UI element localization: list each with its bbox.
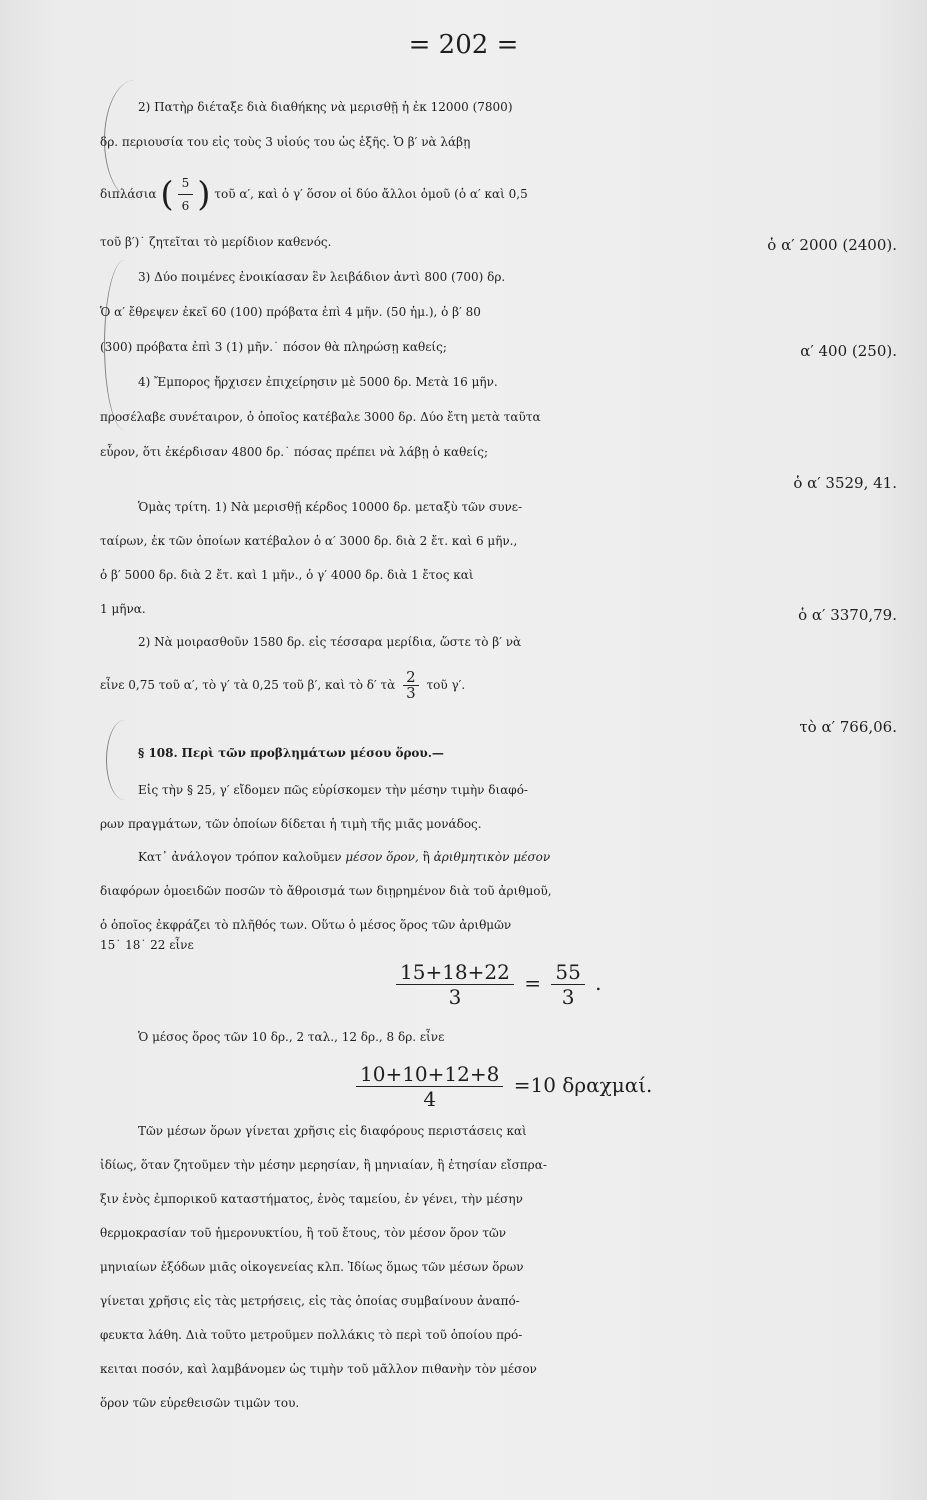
text-line: Ὁ μέσος ὅρος τῶν 10 δρ., 2 ταλ., 12 δρ., 8 δρ. εἶνε: [138, 1030, 445, 1044]
answer: τὸ α′ 766,06.: [799, 718, 897, 736]
fraction: $\frac{5}{6}$: [178, 172, 194, 217]
page-number: = 202 =: [408, 30, 519, 60]
fraction: $\frac{2}{3}$: [403, 670, 419, 701]
text-line: εὗρον, ὅτι ἐκέρδισαν 4800 δρ.˙ πόσας πρέπει νὰ λάβῃ ὁ καθείς;: [100, 445, 489, 459]
text-line: Τῶν μέσων ὅρων γίνεται χρῆσις εἰς διαφόρους περιστάσεις καὶ: [138, 1124, 527, 1138]
text-line: ὁ β′ 5000 δρ. διὰ 2 ἔτ. καὶ 1 μῆν., ὁ γ′ 4000 δρ. διὰ 1 ἔτος καὶ: [100, 568, 474, 582]
text-line: ἰδίως, ὅταν ζητοῦμεν τὴν μέσην μερησίαν, ἢ μηνιαίαν, ἢ ἐτησίαν εἴσπρα-: [100, 1158, 547, 1172]
section-heading: § 108. Περὶ τῶν προβλημάτων μέσου ὅρου.—: [138, 746, 444, 760]
text-line: 2) Πατὴρ διέταξε διὰ διαθήκης νὰ μερισθῇ ἡ ἐκ 12000 (7800): [138, 100, 513, 114]
text-line: ὅρον τῶν εὑρεθεισῶν τιμῶν του.: [100, 1396, 300, 1410]
text-line: 15˙ 18˙ 22 εἶνε: [100, 938, 194, 952]
answer: ὁ α′ 3370,79.: [798, 606, 897, 624]
text-line: τοῦ β′)˙ ζητεῖται τὸ μερίδιον καθενός.: [100, 235, 332, 249]
text-line: Ὁμὰς τρίτη. 1) Νὰ μερισθῇ κέρδος 10000 δρ. μεταξὺ τῶν συνε-: [138, 500, 523, 514]
text-line: 4) Ἔμπορος ἤρχισεν ἐπιχείρησιν μὲ 5000 δρ. Μετὰ 16 μῆν.: [138, 375, 498, 389]
text-line: ξιν ἑνὸς ἐμπορικοῦ καταστήματος, ἑνὸς ταμείου, ἐν γένει, τὴν μέσην: [100, 1192, 523, 1206]
text-line: Κατ᾽ ἀνάλογον τρόπον καλοῦμεν μέσον ὅρον, ἢ ἀριθμητικὸν μέσον: [138, 850, 551, 864]
text-line: Εἰς τὴν § 25, γ′ εἴδομεν πῶς εὑρίσκομεν τὴν μέσην τιμὴν διαφό-: [138, 783, 528, 797]
text-line-with-fraction: εἶνε 0,75 τοῦ α′, τὸ γ′ τὰ 0,25 τοῦ β′, καὶ τὸ δ′ τὰ $\frac{2}{3}$ τοῦ γ′.: [100, 668, 466, 702]
formula-mean-of-numbers: $\frac{15+18+22}{3}$ = $\frac{55}{3}$ .: [392, 960, 602, 1009]
text-line: ρων πραγμάτων, τῶν ὁποίων δίδεται ἡ τιμὴ τῆς μιᾶς μονάδος.: [100, 817, 482, 831]
answer: α′ 400 (250).: [800, 342, 897, 360]
text-line: 2) Νὰ μοιρασθοῦν 1580 δρ. εἰς τέσσαρα μερίδια, ὥστε τὸ β′ νὰ: [138, 635, 522, 649]
text-line: (300) πρόβατα ἐπὶ 3 (1) μῆν.˙ πόσον θὰ πληρώσῃ καθείς;: [100, 340, 447, 354]
text-line: μηνιαίων ἐξόδων μιᾶς οἰκογενείας κλπ. Ἰδίως ὅμως τῶν μέσων ὅρων: [100, 1260, 524, 1274]
text-line: Ὁ α′ ἔθρεψεν ἐκεῖ 60 (100) πρόβατα ἐπὶ 4 μῆν. (50 ἡμ.), ὁ β′ 80: [100, 305, 481, 319]
text-line: ὁ ὁποῖος ἐκφράζει τὸ πλῆθός των. Οὕτω ὁ μέσος ὅρος τῶν ἀριθμῶν: [100, 918, 512, 932]
text-line: διαφόρων ὁμοειδῶν ποσῶν τὸ ἄθροισμά των διῃρημένον διὰ τοῦ ἀριθμοῦ,: [100, 884, 552, 898]
answer: ὁ α′ 2000 (2400).: [767, 236, 897, 254]
text-line: φευκτα λάθη. Διὰ τοῦτο μετροῦμεν πολλάκις τὸ περὶ τοῦ ὁποίου πρό-: [100, 1328, 523, 1342]
text-line: ταίρων, ἐκ τῶν ὁποίων κατέβαλον ὁ α′ 3000 δρ. διὰ 2 ἔτ. καὶ 6 μῆν.,: [100, 534, 518, 548]
text-line: 3) Δύο ποιμένες ἐνοικίασαν ἓν λειβάδιον ἀντὶ 800 (700) δρ.: [138, 270, 506, 284]
answer: ὁ α′ 3529, 41.: [793, 474, 897, 492]
formula-mean-of-amounts: $\frac{10+10+12+8}{4}$ =10 δραχμαί.: [352, 1062, 652, 1111]
text-line: προσέλαβε συνέταιρον, ὁ ὁποῖος κατέβαλε 3000 δρ. Δύο ἔτη μετὰ ταῦτα: [100, 410, 541, 424]
text-line: γίνεται χρῆσις εἰς τὰς μετρήσεις, εἰς τὰς ὁποίας συμβαίνουν ἀναπό-: [100, 1294, 520, 1308]
text-line: δρ. περιουσία του εἰς τοὺς 3 υἱούς του ὡς ἑξῆς. Ὁ β′ νὰ λάβῃ: [100, 135, 471, 149]
text-line: 1 μῆνα.: [100, 602, 146, 616]
text-line: κειται ποσόν, καὶ λαμβάνομεν ὡς τιμὴν τοῦ μᾶλλον πιθανὴν τὸν μέσον: [100, 1362, 537, 1376]
text-line-with-fraction: διπλάσια ( $\frac{5}{6}$ ) τοῦ α′, καὶ ὁ γ′ ὅσον οἱ δύο ἄλλοι ὁμοῦ (ὁ α′ καὶ 0,5: [100, 172, 906, 217]
text-line: θερμοκρασίαν τοῦ ἡμερονυκτίου, ἢ τοῦ ἔτους, τὸν μέσον ὅρον τῶν: [100, 1226, 507, 1240]
